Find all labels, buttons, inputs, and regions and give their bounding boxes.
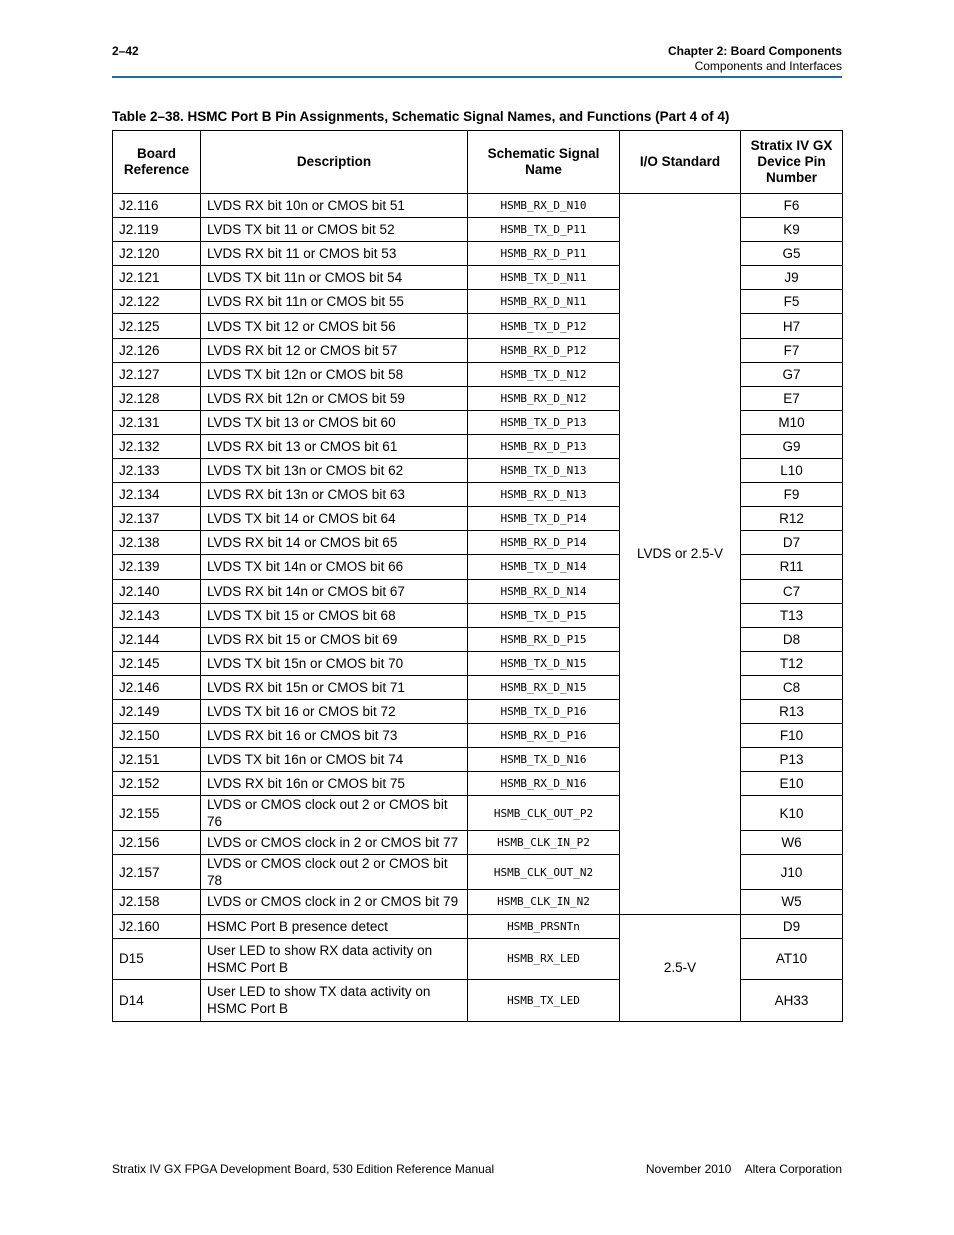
column-header-description: Description (201, 131, 468, 194)
table-caption: Table 2–38. HSMC Port B Pin Assignments, Schematic Signal Names, and Functions (Part 4 of 4) (112, 109, 730, 124)
running-header (668, 44, 842, 74)
description-cell: User LED to show RX data activity on HSMC Port B (201, 938, 468, 980)
pin-number-cell: P13 (741, 748, 843, 772)
board-reference-cell: J2.150 (113, 724, 201, 748)
board-reference-cell: J2.152 (113, 772, 201, 796)
pin-number-cell: E7 (741, 386, 843, 410)
signal-name-cell: HSMB_RX_D_P13 (468, 434, 620, 458)
board-reference-cell: J2.132 (113, 434, 201, 458)
pin-number-cell: D9 (741, 914, 843, 938)
pin-number-cell: M10 (741, 410, 843, 434)
pin-number-cell: F9 (741, 483, 843, 507)
board-reference-cell: J2.122 (113, 290, 201, 314)
description-cell: LVDS RX bit 15 or CMOS bit 69 (201, 627, 468, 651)
pin-number-cell: T12 (741, 651, 843, 675)
column-header-schematic-signal-name: Schematic Signal Name (468, 131, 620, 194)
board-reference-cell: D14 (113, 980, 201, 1022)
board-reference-cell: J2.160 (113, 914, 201, 938)
description-cell: User LED to show TX data activity on HSMC Port B (201, 980, 468, 1022)
signal-name-cell: HSMB_RX_D_P16 (468, 724, 620, 748)
pin-number-cell: K10 (741, 796, 843, 831)
board-reference-cell: J2.146 (113, 675, 201, 699)
description-cell: LVDS RX bit 13 or CMOS bit 61 (201, 434, 468, 458)
board-reference-cell: J2.158 (113, 890, 201, 914)
pin-number-cell: R12 (741, 507, 843, 531)
signal-name-cell: HSMB_CLK_OUT_N2 (468, 855, 620, 890)
description-cell: LVDS TX bit 11n or CMOS bit 54 (201, 266, 468, 290)
description-cell: LVDS or CMOS clock in 2 or CMOS bit 79 (201, 890, 468, 914)
signal-name-cell: HSMB_PRSNTn (468, 914, 620, 938)
pin-number-cell: C7 (741, 579, 843, 603)
pin-number-cell: W5 (741, 890, 843, 914)
column-header-board-reference: Board Reference (113, 131, 201, 194)
signal-name-cell: HSMB_CLK_IN_P2 (468, 831, 620, 855)
board-reference-cell: J2.156 (113, 831, 201, 855)
signal-name-cell: HSMB_RX_D_P14 (468, 531, 620, 555)
table-header-row (113, 131, 843, 194)
table-row (113, 194, 843, 218)
signal-name-cell: HSMB_CLK_IN_N2 (468, 890, 620, 914)
description-cell: LVDS TX bit 16 or CMOS bit 72 (201, 699, 468, 723)
description-cell: LVDS TX bit 15n or CMOS bit 70 (201, 651, 468, 675)
description-cell: LVDS RX bit 12 or CMOS bit 57 (201, 338, 468, 362)
signal-name-cell: HSMB_TX_D_P15 (468, 603, 620, 627)
board-reference-cell: J2.145 (113, 651, 201, 675)
description-cell: LVDS TX bit 16n or CMOS bit 74 (201, 748, 468, 772)
signal-name-cell: HSMB_TX_D_P13 (468, 410, 620, 434)
description-cell: LVDS RX bit 13n or CMOS bit 63 (201, 483, 468, 507)
signal-name-cell: HSMB_RX_D_P11 (468, 242, 620, 266)
signal-name-cell: HSMB_TX_LED (468, 980, 620, 1022)
pin-assignment-table (112, 130, 843, 1022)
board-reference-cell: J2.126 (113, 338, 201, 362)
pin-number-cell: AT10 (741, 938, 843, 980)
board-reference-cell: J2.128 (113, 386, 201, 410)
signal-name-cell: HSMB_RX_D_P12 (468, 338, 620, 362)
description-cell: LVDS TX bit 15 or CMOS bit 68 (201, 603, 468, 627)
description-cell: LVDS TX bit 14 or CMOS bit 64 (201, 507, 468, 531)
board-reference-cell: J2.121 (113, 266, 201, 290)
description-cell: LVDS TX bit 13n or CMOS bit 62 (201, 459, 468, 483)
pin-number-cell: R11 (741, 555, 843, 579)
board-reference-cell: J2.116 (113, 194, 201, 218)
signal-name-cell: HSMB_TX_D_P11 (468, 218, 620, 242)
description-cell: LVDS or CMOS clock out 2 or CMOS bit 78 (201, 855, 468, 890)
board-reference-cell: J2.155 (113, 796, 201, 831)
pin-number-cell: AH33 (741, 980, 843, 1022)
footer-company: Altera Corporation (744, 1162, 842, 1176)
description-cell: LVDS TX bit 12n or CMOS bit 58 (201, 362, 468, 386)
board-reference-cell: J2.139 (113, 555, 201, 579)
board-reference-cell: J2.143 (113, 603, 201, 627)
board-reference-cell: J2.120 (113, 242, 201, 266)
signal-name-cell: HSMB_RX_D_P15 (468, 627, 620, 651)
pin-number-cell: E10 (741, 772, 843, 796)
board-reference-cell: J2.144 (113, 627, 201, 651)
signal-name-cell: HSMB_TX_D_N16 (468, 748, 620, 772)
pin-number-cell: G7 (741, 362, 843, 386)
description-cell: LVDS TX bit 12 or CMOS bit 56 (201, 314, 468, 338)
footer-date: November 2010 (645, 1162, 732, 1176)
signal-name-cell: HSMB_RX_D_N14 (468, 579, 620, 603)
description-cell: LVDS RX bit 12n or CMOS bit 59 (201, 386, 468, 410)
table-row (113, 914, 843, 938)
board-reference-cell: J2.134 (113, 483, 201, 507)
pin-number-cell: W6 (741, 831, 843, 855)
footer-right (636, 1162, 842, 1176)
pin-number-cell: H7 (741, 314, 843, 338)
pin-number-cell: L10 (741, 459, 843, 483)
signal-name-cell: HSMB_RX_D_N10 (468, 194, 620, 218)
pin-number-cell: T13 (741, 603, 843, 627)
io-standard-cell: 2.5-V (620, 914, 741, 1021)
board-reference-cell: J2.133 (113, 459, 201, 483)
description-cell: LVDS RX bit 14 or CMOS bit 65 (201, 531, 468, 555)
pin-number-cell: F10 (741, 724, 843, 748)
page-number: 2–42 (112, 44, 139, 58)
section-title: Components and Interfaces (694, 59, 842, 73)
signal-name-cell: HSMB_TX_D_N11 (468, 266, 620, 290)
description-cell: HSMC Port B presence detect (201, 914, 468, 938)
board-reference-cell: J2.157 (113, 855, 201, 890)
signal-name-cell: HSMB_RX_LED (468, 938, 620, 980)
description-cell: LVDS or CMOS clock out 2 or CMOS bit 76 (201, 796, 468, 831)
description-cell: LVDS or CMOS clock in 2 or CMOS bit 77 (201, 831, 468, 855)
pin-number-cell: R13 (741, 699, 843, 723)
signal-name-cell: HSMB_RX_D_N16 (468, 772, 620, 796)
description-cell: LVDS RX bit 14n or CMOS bit 67 (201, 579, 468, 603)
board-reference-cell: J2.151 (113, 748, 201, 772)
pin-number-cell: F7 (741, 338, 843, 362)
pin-number-cell: J10 (741, 855, 843, 890)
description-cell: LVDS TX bit 11 or CMOS bit 52 (201, 218, 468, 242)
pin-number-cell: D8 (741, 627, 843, 651)
signal-name-cell: HSMB_TX_D_N14 (468, 555, 620, 579)
signal-name-cell: HSMB_CLK_OUT_P2 (468, 796, 620, 831)
column-header-io-standard: I/O Standard (620, 131, 741, 194)
io-standard-cell: LVDS or 2.5-V (620, 194, 741, 915)
description-cell: LVDS RX bit 10n or CMOS bit 51 (201, 194, 468, 218)
signal-name-cell: HSMB_TX_D_N13 (468, 459, 620, 483)
pin-number-cell: D7 (741, 531, 843, 555)
header-rule (112, 76, 842, 78)
description-cell: LVDS RX bit 15n or CMOS bit 71 (201, 675, 468, 699)
signal-name-cell: HSMB_TX_D_P16 (468, 699, 620, 723)
board-reference-cell: J2.127 (113, 362, 201, 386)
signal-name-cell: HSMB_RX_D_N13 (468, 483, 620, 507)
column-header-device-pin-number: Stratix IV GX Device Pin Number (741, 131, 843, 194)
description-cell: LVDS RX bit 11n or CMOS bit 55 (201, 290, 468, 314)
board-reference-cell: J2.149 (113, 699, 201, 723)
description-cell: LVDS TX bit 14n or CMOS bit 66 (201, 555, 468, 579)
board-reference-cell: J2.140 (113, 579, 201, 603)
description-cell: LVDS RX bit 16n or CMOS bit 75 (201, 772, 468, 796)
signal-name-cell: HSMB_TX_D_N15 (468, 651, 620, 675)
description-cell: LVDS TX bit 13 or CMOS bit 60 (201, 410, 468, 434)
pin-number-cell: J9 (741, 266, 843, 290)
board-reference-cell: J2.138 (113, 531, 201, 555)
chapter-title: Chapter 2: Board Components (667, 44, 842, 58)
description-cell: LVDS RX bit 16 or CMOS bit 73 (201, 724, 468, 748)
pin-number-cell: G9 (741, 434, 843, 458)
pin-number-cell: G5 (741, 242, 843, 266)
pin-number-cell: F6 (741, 194, 843, 218)
board-reference-cell: J2.131 (113, 410, 201, 434)
board-reference-cell: D15 (113, 938, 201, 980)
pin-number-cell: C8 (741, 675, 843, 699)
footer-manual-title: Stratix IV GX FPGA Development Board, 530 Edition Reference Manual (112, 1162, 495, 1176)
signal-name-cell: HSMB_TX_D_N12 (468, 362, 620, 386)
signal-name-cell: HSMB_TX_D_P12 (468, 314, 620, 338)
signal-name-cell: HSMB_TX_D_P14 (468, 507, 620, 531)
signal-name-cell: HSMB_RX_D_N12 (468, 386, 620, 410)
signal-name-cell: HSMB_RX_D_N11 (468, 290, 620, 314)
pin-number-cell: F5 (741, 290, 843, 314)
signal-name-cell: HSMB_RX_D_N15 (468, 675, 620, 699)
pin-number-cell: K9 (741, 218, 843, 242)
board-reference-cell: J2.125 (113, 314, 201, 338)
description-cell: LVDS RX bit 11 or CMOS bit 53 (201, 242, 468, 266)
board-reference-cell: J2.119 (113, 218, 201, 242)
board-reference-cell: J2.137 (113, 507, 201, 531)
table-body (113, 194, 843, 1022)
